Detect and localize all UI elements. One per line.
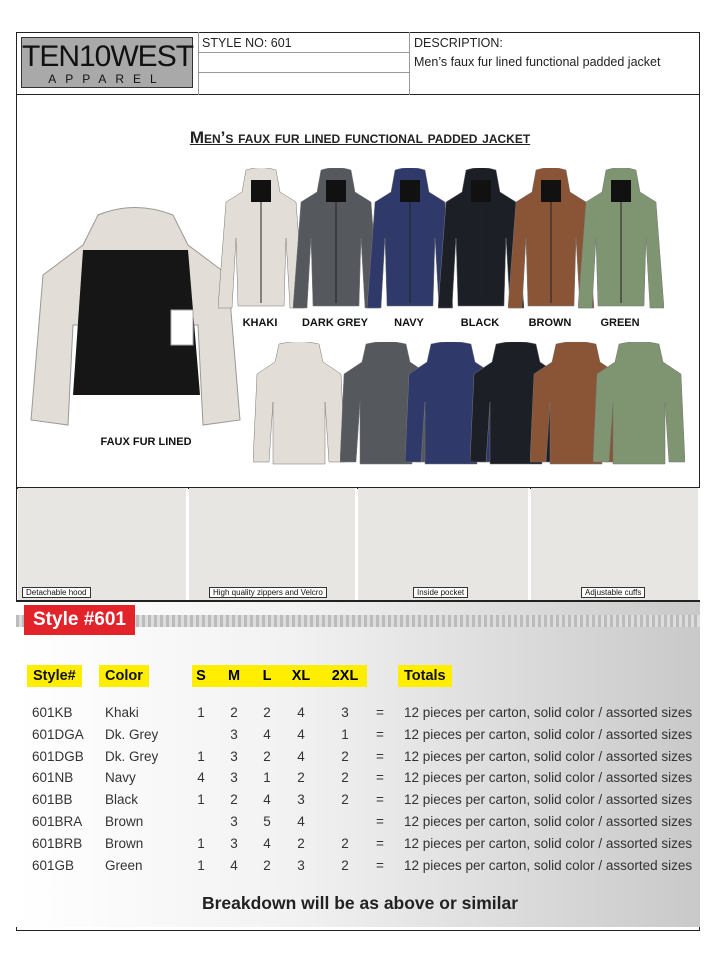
color-label: BROWN [528,317,572,329]
size-qty-cell: 4 [297,726,305,742]
style-tag: Style #601 [24,605,135,635]
size-qty-cell: 3 [230,748,238,764]
color-cell: Brown [105,814,144,829]
size-qty-cell: 2 [263,857,271,873]
total-cell: 12 pieces per carton, solid color / assorted sizes [404,835,693,851]
detail-caption: Adjustable cuffs [581,587,645,598]
table-row [0,767,720,789]
total-cell: 12 pieces per carton, solid color / assorted sizes [404,705,693,720]
equals-sign: = [376,835,384,851]
size-qty-cell: 4 [263,726,271,742]
style-cell: 601KB [32,705,73,720]
size-qty-cell: 4 [197,770,205,786]
table-row [0,789,720,811]
total-cell: 12 pieces per carton, solid color / assorted sizes [404,726,693,742]
total-cell: 12 pieces per carton, solid color / assorted sizes [404,814,693,829]
color-cell: Dk. Grey [105,726,159,742]
description-label: DESCRIPTION: [414,36,503,50]
total-cell: 12 pieces per carton, solid color / assorted sizes [404,748,693,764]
size-qty-cell: 3 [230,726,238,742]
table-row [0,724,720,746]
color-label: BLACK [460,317,500,329]
header-color: Color [99,665,149,687]
size-qty-cell: 2 [230,792,238,808]
size-qty-cell: 2 [341,770,349,786]
style-cell: 601NB [32,770,74,786]
size-qty-cell: 1 [197,857,205,873]
color-label: NAVY [394,317,424,329]
color-label: DARK GREY [301,317,368,329]
equals-sign: = [376,726,384,742]
total-cell: 12 pieces per carton, solid color / assorted sizes [404,770,693,786]
header-size: L [262,668,272,684]
footer-note: Breakdown will be as above or similar [201,893,519,913]
table-row [0,702,720,724]
table-row [0,833,720,855]
header-size: S [196,668,206,684]
equals-sign: = [376,792,384,808]
size-qty-cell: 3 [297,792,305,808]
style-cell: 601DGB [32,748,84,764]
table-row [0,746,720,768]
open-jacket-lining-image [28,205,243,430]
style-cell: 601BB [32,792,73,808]
header-totals: Totals [398,665,452,687]
header-size: M [227,668,241,684]
header-style: Style# [27,665,82,687]
size-qty-cell: 1 [197,748,205,764]
size-qty-cell: 2 [341,792,349,808]
size-qty-cell: 4 [297,748,305,764]
color-cell: Khaki [105,705,139,720]
logo-subtext: APPAREL [48,72,166,86]
size-qty-cell: 4 [263,835,271,851]
equals-sign: = [376,705,384,720]
size-qty-cell: 5 [263,814,271,829]
size-qty-cell: 2 [297,835,305,851]
size-qty-cell: 1 [197,705,205,720]
size-qty-cell: 4 [297,705,305,720]
color-cell: Green [105,857,143,873]
equals-sign: = [376,814,384,829]
jacket-green-back-image [593,342,685,466]
brand-logo [21,37,193,88]
size-qty-cell: 2 [297,770,305,786]
size-qty-cell: 2 [230,705,238,720]
detail-caption: High quality zippers and Velcro [209,587,327,598]
jacket-khaki-back-image [253,342,345,466]
size-qty-cell: 1 [197,835,205,851]
size-qty-cell: 4 [297,814,305,829]
header-size: 2XL [331,668,359,684]
detail-photo [18,488,188,600]
style-cell: 601GB [32,857,75,873]
size-qty-cell: 2 [341,857,349,873]
size-qty-cell: 1 [263,770,271,786]
size-qty-cell: 3 [341,705,349,720]
color-label: GREEN [600,317,640,329]
detail-photo [189,488,357,600]
equals-sign: = [376,770,384,786]
size-qty-cell: 3 [230,814,238,829]
style-cell: 601BRA [32,814,83,829]
jacket-green-front-image [578,168,664,313]
color-cell: Black [105,792,139,808]
detail-caption: Detachable hood [22,587,91,598]
table-row [0,811,720,833]
style-number: STYLE NO: 601 [202,36,292,50]
color-cell: Navy [105,770,136,786]
detail-photo [531,488,700,600]
equals-sign: = [376,857,384,873]
size-qty-cell: 2 [263,705,271,720]
jacket-khaki-front-image [218,168,304,313]
size-qty-cell: 1 [197,792,205,808]
style-cell: 601BRB [32,835,83,851]
detail-photo [358,488,530,600]
size-qty-cell: 2 [341,835,349,851]
size-qty-cell: 2 [263,748,271,764]
description: Men’s faux fur lined functional padded jacket [414,55,661,69]
size-qty-cell: 4 [230,857,238,873]
color-label: KHAKI [242,317,278,329]
size-qty-cell: 1 [341,726,349,742]
color-cell: Brown [105,835,144,851]
style-cell: 601DGA [32,726,84,742]
size-qty-cell: 3 [297,857,305,873]
header-size: XL [291,668,311,684]
total-cell: 12 pieces per carton, solid color / assorted sizes [404,792,693,808]
size-qty-cell: 3 [230,770,238,786]
color-cell: Dk. Grey [105,748,159,764]
logo-text: TEN10WEST [22,40,194,73]
lining-label: FAUX FUR LINED [100,436,192,448]
table-row [0,855,720,877]
detail-caption: Inside pocket [413,587,468,598]
page-title: Men’s faux fur lined functional padded jacket [189,128,531,147]
size-qty-cell: 4 [263,792,271,808]
total-cell: 12 pieces per carton, solid color / assorted sizes [404,857,693,873]
size-qty-cell: 3 [230,835,238,851]
equals-sign: = [376,748,384,764]
size-qty-cell: 2 [341,748,349,764]
